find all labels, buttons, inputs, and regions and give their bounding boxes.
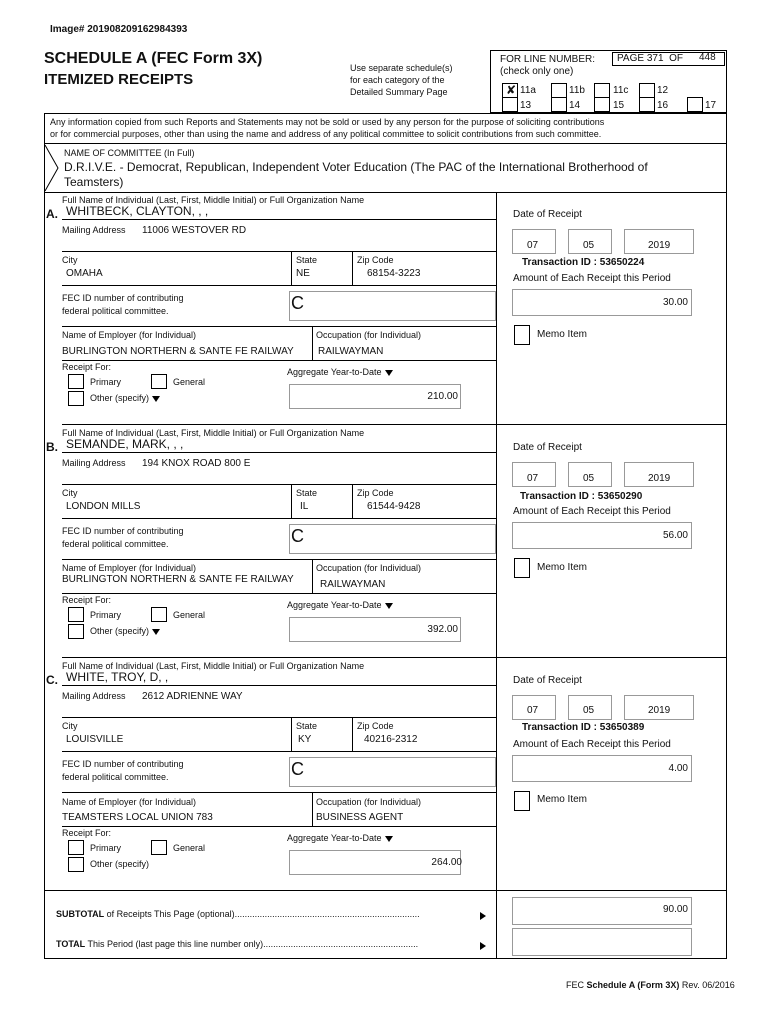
aggregate-value: 264.00 — [431, 857, 462, 868]
mailing-address-value: 2612 ADRIENNE WAY — [142, 691, 243, 702]
other-checkbox[interactable] — [68, 391, 84, 406]
fec-c-prefix: C — [291, 759, 304, 779]
other-checkbox[interactable] — [68, 624, 84, 639]
mailing-address-label: Mailing Address — [62, 458, 126, 468]
image-id: Image# 201908209162984393 — [50, 24, 188, 35]
schedule-title: SCHEDULE A (FEC Form 3X) — [44, 50, 263, 67]
line-15-label: 15 — [613, 100, 625, 111]
line-16-label: 16 — [657, 100, 669, 111]
date-of-receipt-label: Date of Receipt — [513, 209, 582, 220]
state-label: State — [296, 488, 318, 498]
fec-id-field[interactable] — [289, 757, 496, 787]
arrow-down-icon — [385, 836, 393, 842]
occupation-label: Occupation (for Individual) — [316, 563, 422, 573]
primary-label: Primary — [90, 610, 121, 620]
arrow-down-icon — [385, 603, 393, 609]
day-value: 05 — [583, 240, 595, 251]
other-checkbox[interactable] — [68, 857, 84, 872]
committee-label: NAME OF COMMITTEE (In Full) — [64, 148, 195, 158]
mailing-address-label: Mailing Address — [62, 691, 126, 701]
line-14-label: 14 — [569, 100, 581, 111]
year-value: 2019 — [648, 473, 671, 484]
fec-c-prefix: C — [291, 526, 304, 546]
occupation-value: RAILWAYMAN — [318, 346, 384, 357]
state-value: KY — [298, 734, 312, 745]
contributor-name: WHITE, TROY, D, , — [66, 670, 169, 684]
state-value: NE — [296, 268, 310, 279]
year-value: 2019 — [648, 240, 671, 251]
page-label: PAGE 371 OF — [617, 53, 683, 64]
receipt-for-label: Receipt For: — [62, 362, 112, 372]
year-value: 2019 — [648, 705, 671, 716]
transaction-id: Transaction ID : 53650389 — [522, 722, 645, 733]
day-value: 05 — [583, 473, 595, 484]
line-17-checkbox[interactable] — [687, 97, 703, 112]
schedule-subtitle: ITEMIZED RECEIPTS — [44, 71, 194, 88]
line-12-label: 12 — [657, 85, 669, 96]
arrow-right-icon — [480, 942, 486, 950]
zip-label: Zip Code — [357, 255, 394, 265]
line-11b-label: 11b — [569, 85, 585, 96]
general-label: General — [173, 843, 206, 853]
transaction-id: Transaction ID : 53650290 — [520, 491, 643, 502]
line-17-label: 17 — [705, 100, 717, 111]
memo-checkbox[interactable] — [514, 791, 530, 811]
employer-value: TEAMSTERS LOCAL UNION 783 — [62, 812, 213, 823]
primary-checkbox[interactable] — [68, 607, 84, 622]
other-label: Other (specify) — [90, 393, 160, 403]
memo-checkbox[interactable] — [514, 325, 530, 345]
amount-label: Amount of Each Receipt this Period — [513, 506, 671, 517]
line-13-checkbox[interactable] — [502, 97, 518, 112]
aggregate-label: Aggregate Year-to-Date — [287, 833, 393, 843]
day-value: 05 — [583, 705, 595, 716]
arrow-down-icon — [152, 396, 160, 402]
for-line-number-label: FOR LINE NUMBER: — [500, 54, 596, 65]
contributor-name: WHITBECK, CLAYTON, , , — [66, 204, 209, 218]
fec-id-label: FEC ID number of contributing federal political committee. — [62, 293, 184, 316]
committee-name-line1: D.R.I.V.E. - Democrat, Republican, Independent Voter Education (The PAC of the International Brotherhood of — [64, 160, 648, 174]
date-of-receipt-label: Date of Receipt — [513, 675, 582, 686]
entry-letter: C. — [46, 673, 58, 687]
amount-value: 30.00 — [662, 297, 688, 308]
city-value: LONDON MILLS — [66, 501, 141, 512]
occupation-value: RAILWAYMAN — [320, 579, 386, 590]
primary-label: Primary — [90, 377, 121, 387]
total-label: TOTAL This Period (last page this line number only).............................................................. — [56, 939, 419, 949]
total-field[interactable] — [512, 928, 692, 956]
memo-label: Memo Item — [537, 562, 588, 573]
city-label: City — [62, 488, 78, 498]
amount-label: Amount of Each Receipt this Period — [513, 273, 671, 284]
aggregate-label: Aggregate Year-to-Date — [287, 600, 393, 610]
subtotal-label: SUBTOTAL of Receipts This Page (optional).......................................................................... — [56, 909, 420, 919]
occupation-value: BUSINESS AGENT — [316, 812, 404, 823]
form-footer: FEC Schedule A (Form 3X) Rev. 06/2016 — [566, 980, 735, 990]
fec-id-label: FEC ID number of contributing federal political committee. — [62, 759, 184, 782]
month-value: 07 — [527, 705, 539, 716]
aggregate-value: 210.00 — [427, 391, 458, 402]
page-number: 371 — [646, 53, 664, 64]
fec-id-field[interactable] — [289, 524, 496, 554]
memo-label: Memo Item — [537, 329, 588, 340]
fec-id-label: FEC ID number of contributing federal political committee. — [62, 526, 184, 549]
date-of-receipt-label: Date of Receipt — [513, 442, 582, 453]
occupation-label: Occupation (for Individual) — [316, 330, 422, 340]
line-11b-checkbox[interactable] — [551, 83, 567, 98]
divider — [44, 192, 727, 193]
line-13-label: 13 — [520, 100, 532, 111]
fec-id-field[interactable] — [289, 291, 496, 321]
fec-c-prefix: C — [291, 293, 304, 313]
subtotal-value: 90.00 — [662, 904, 688, 915]
employer-value: BURLINGTON NORTHERN & SANTE FE RAILWAY — [62, 346, 294, 357]
separate-schedule-note: Use separate schedule(s) for each category of the Detailed Summary Page — [350, 63, 453, 97]
general-checkbox[interactable] — [151, 374, 167, 389]
full-name-label: Full Name of Individual (Last, First, Middle Initial) or Full Organization Name — [62, 195, 365, 205]
zip-label: Zip Code — [357, 488, 394, 498]
contributor-name: SEMANDE, MARK, , , — [66, 437, 184, 451]
aggregate-value: 392.00 — [427, 624, 458, 635]
line-16-checkbox[interactable] — [639, 97, 655, 112]
check-only-one-label: (check only one) — [500, 66, 574, 77]
line-14-checkbox[interactable] — [551, 97, 567, 112]
state-label: State — [296, 255, 318, 265]
month-value: 07 — [527, 240, 539, 251]
employer-label: Name of Employer (for Individual) — [62, 330, 197, 340]
city-value: LOUISVILLE — [66, 734, 124, 745]
zip-label: Zip Code — [357, 721, 394, 731]
mailing-address-label: Mailing Address — [62, 225, 126, 235]
receipt-for-label: Receipt For: — [62, 595, 112, 605]
committee-arrow-icon — [44, 144, 64, 192]
divider — [496, 890, 497, 959]
general-label: General — [173, 377, 206, 387]
city-label: City — [62, 721, 78, 731]
general-label: General — [173, 610, 206, 620]
month-value: 07 — [527, 473, 539, 484]
arrow-down-icon — [152, 629, 160, 635]
entry-letter: A. — [46, 207, 58, 221]
employer-label: Name of Employer (for Individual) — [62, 563, 197, 573]
other-label: Other (specify) — [90, 859, 150, 869]
mailing-address-value: 194 KNOX ROAD 800 E — [142, 458, 251, 469]
line-12-checkbox[interactable] — [639, 83, 655, 98]
transaction-id: Transaction ID : 53650224 — [522, 257, 645, 268]
primary-checkbox[interactable] — [68, 374, 84, 389]
occupation-label: Occupation (for Individual) — [316, 797, 422, 807]
line-11c-label: 11c — [613, 85, 629, 96]
mailing-address-value: 11006 WESTOVER RD — [142, 225, 247, 236]
disclaimer-text: Any information copied from such Reports and Statements may not be sold or used by any person for the purpose of soliciting contributions or for commercial purposes, other than using the name and address of any political committee to solicit contributions from such committee. — [50, 117, 605, 139]
divider — [44, 143, 727, 144]
zip-value: 61544-9428 — [367, 501, 421, 512]
general-checkbox[interactable] — [151, 840, 167, 855]
line-15-checkbox[interactable] — [594, 97, 610, 112]
full-name-label: Full Name of Individual (Last, First, Middle Initial) or Full Organization Name — [62, 661, 365, 671]
employer-value: BURLINGTON NORTHERN & SANTE FE RAILWAY — [62, 574, 294, 585]
amount-value: 56.00 — [662, 530, 688, 541]
zip-value: 68154-3223 — [367, 268, 421, 279]
general-checkbox[interactable] — [151, 607, 167, 622]
primary-label: Primary — [90, 843, 121, 853]
memo-checkbox[interactable] — [514, 558, 530, 578]
line-11a-checkbox[interactable]: ✘ — [502, 83, 518, 98]
line-11a-label: 11a — [520, 85, 536, 96]
line-11c-checkbox[interactable] — [594, 83, 610, 98]
zip-value: 40216-2312 — [364, 734, 418, 745]
city-label: City — [62, 255, 78, 265]
receipt-for-label: Receipt For: — [62, 828, 112, 838]
employer-label: Name of Employer (for Individual) — [62, 797, 197, 807]
memo-label: Memo Item — [537, 794, 588, 805]
committee-name-line2: Teamsters) — [64, 175, 124, 189]
other-label: Other (specify) — [90, 626, 160, 636]
entry-letter: B. — [46, 440, 58, 454]
arrow-right-icon — [480, 912, 486, 920]
state-label: State — [296, 721, 318, 731]
full-name-label: Full Name of Individual (Last, First, Middle Initial) or Full Organization Name — [62, 428, 365, 438]
arrow-down-icon — [385, 370, 393, 376]
page-total: 448 — [699, 52, 716, 63]
state-value: IL — [300, 501, 309, 512]
aggregate-label: Aggregate Year-to-Date — [287, 367, 393, 377]
amount-value: 4.00 — [668, 763, 688, 774]
amount-label: Amount of Each Receipt this Period — [513, 739, 671, 750]
city-value: OMAHA — [66, 268, 103, 279]
primary-checkbox[interactable] — [68, 840, 84, 855]
